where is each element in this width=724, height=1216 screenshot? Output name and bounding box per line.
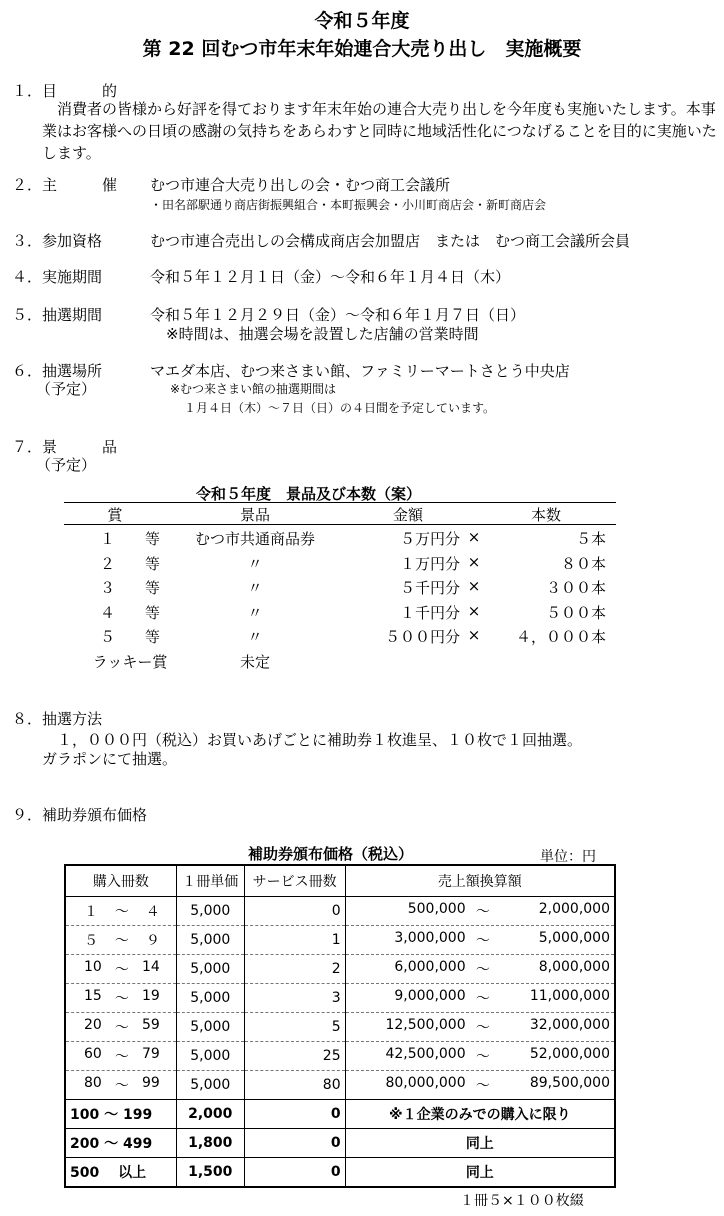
prize-cell-count: ５００本 bbox=[545, 603, 606, 622]
section-5-number: ５． bbox=[12, 306, 43, 324]
prize-cell-x: × bbox=[467, 528, 481, 546]
qty-to: ９ bbox=[145, 933, 160, 949]
qty-from: ５ bbox=[84, 933, 98, 949]
price-cell: 5,000 bbox=[176, 1013, 244, 1042]
qty-to: 14 bbox=[142, 959, 160, 975]
section-7-sub: （予定） bbox=[36, 456, 97, 474]
document-subtitle: 第 22 回むつ市年末年始連合大売り出し 実施概要 bbox=[142, 38, 582, 60]
sales-sep: ～ bbox=[475, 1020, 490, 1036]
price-cell: 2,000 bbox=[176, 1100, 244, 1129]
qty-sep: ～ bbox=[114, 904, 129, 920]
prize-cell-item: むつ市共通商品券 bbox=[194, 530, 315, 548]
service-cell: 0 bbox=[244, 1100, 345, 1129]
section-2-label: 主 催 bbox=[42, 176, 118, 194]
qty-from: 10 bbox=[84, 959, 102, 975]
table-row-special bbox=[65, 1129, 615, 1158]
header-sales: 売上額換算額 bbox=[345, 865, 615, 897]
prize-cell-amount: １千円分 bbox=[399, 603, 460, 622]
section-1-number: １． bbox=[12, 82, 43, 100]
service-cell: 5 bbox=[244, 1013, 345, 1042]
header-price: １冊単価 bbox=[176, 865, 244, 897]
table-row bbox=[65, 984, 615, 1013]
prize-header-0: 賞 bbox=[107, 506, 123, 524]
sales-to: 11,000,000 bbox=[529, 988, 610, 1004]
sales-to: 2,000,000 bbox=[538, 901, 610, 917]
service-cell: 25 bbox=[244, 1042, 345, 1071]
prize-cell-rank: ラッキー賞 bbox=[92, 652, 168, 671]
section-3-label: 参加資格 bbox=[42, 232, 103, 250]
section-5-value: 令和５年１２月２９日（金）～令和６年１月７日（日） bbox=[150, 306, 526, 324]
service-cell: 3 bbox=[244, 984, 345, 1013]
prize-cell-item: 未定 bbox=[239, 652, 270, 671]
prize-header-2: 金額 bbox=[392, 506, 423, 524]
sales-cell: 同上 bbox=[345, 1129, 615, 1158]
qty-cell bbox=[65, 984, 176, 1013]
service-cell: 0 bbox=[244, 1158, 345, 1188]
prize-cell-rank: １ 等 bbox=[99, 530, 160, 548]
sales-sep: ～ bbox=[475, 933, 490, 949]
voucher-table-header bbox=[65, 865, 615, 897]
price-cell: 5,000 bbox=[176, 984, 244, 1013]
qty-from: １ bbox=[84, 904, 98, 920]
sales-from: 80,000,000 bbox=[385, 1075, 466, 1091]
qty-from: 15 bbox=[84, 988, 102, 1004]
sales-from: 6,000,000 bbox=[394, 959, 466, 975]
sales-sep: ～ bbox=[475, 962, 490, 978]
qty-sep: ～ bbox=[114, 991, 129, 1007]
section-3-value: むつ市連合売出しの会構成商店会加盟店 または むつ商工会議所会員 bbox=[150, 232, 631, 250]
table-row bbox=[65, 897, 615, 926]
sales-sep: ～ bbox=[475, 1049, 490, 1065]
prize-cell-amount: ５万円分 bbox=[399, 530, 460, 548]
section-8-line1: １，０００円（税込）お買いあげごとに補助券１枚進呈、１０枚で１回抽選。 bbox=[42, 731, 583, 749]
prize-cell-count: ３００本 bbox=[545, 579, 606, 597]
service-cell: 1 bbox=[244, 926, 345, 955]
section-2-value: むつ市連合大売り出しの会・むつ商工会議所 bbox=[150, 176, 451, 194]
qty-cell bbox=[65, 955, 176, 984]
prize-cell-item: 〃 bbox=[247, 628, 263, 646]
prize-cell-rank: ４ 等 bbox=[99, 603, 160, 622]
prize-cell-amount: １万円分 bbox=[399, 554, 460, 573]
table-row bbox=[65, 1042, 615, 1071]
prize-cell-count: ８０本 bbox=[560, 554, 606, 573]
section-9-label: 補助券頒布価格 bbox=[42, 806, 148, 824]
sales-cell bbox=[345, 1042, 615, 1071]
prize-table-top-rule bbox=[64, 502, 616, 503]
qty-to: 79 bbox=[142, 1046, 160, 1062]
prize-cell-count: ５本 bbox=[575, 530, 606, 548]
service-cell: 0 bbox=[244, 1129, 345, 1158]
qty-from: 60 bbox=[84, 1046, 102, 1062]
sales-from: 42,500,000 bbox=[385, 1046, 466, 1062]
qty-sep: ～ bbox=[114, 1049, 129, 1065]
prize-cell-rank: ３ 等 bbox=[99, 579, 160, 597]
qty-to: 59 bbox=[142, 1017, 160, 1033]
sales-cell bbox=[345, 984, 615, 1013]
qty-sep: ～ bbox=[114, 933, 129, 949]
price-cell: 5,000 bbox=[176, 897, 244, 926]
section-6-sub: （予定） bbox=[36, 380, 97, 398]
prize-cell-count: ４，０００本 bbox=[515, 628, 606, 646]
qty-from: 20 bbox=[84, 1017, 102, 1033]
qty-sep: ～ bbox=[114, 1020, 129, 1036]
sales-to: 5,000,000 bbox=[538, 930, 610, 946]
price-cell: 5,000 bbox=[176, 955, 244, 984]
qty-cell bbox=[65, 1013, 176, 1042]
qty-sep: ～ bbox=[114, 962, 129, 978]
voucher-table bbox=[64, 864, 616, 1188]
qty-to: ４ bbox=[145, 904, 160, 920]
voucher-table-footer: １冊５×１００枚綴 bbox=[460, 1193, 584, 1209]
section-6-label: 抽選場所 bbox=[42, 362, 103, 380]
table-row-special bbox=[65, 1158, 615, 1188]
section-2-number: ２． bbox=[12, 176, 43, 194]
qty-cell: 200 ～ 499 bbox=[65, 1129, 176, 1158]
qty-cell bbox=[65, 897, 176, 926]
section-8-label: 抽選方法 bbox=[42, 710, 103, 728]
prize-header-1: 景品 bbox=[239, 506, 270, 524]
prize-header-3: 本数 bbox=[530, 506, 561, 524]
qty-cell: 100 ～ 199 bbox=[65, 1100, 176, 1129]
prize-cell-x: × bbox=[467, 577, 481, 595]
prize-cell-rank: ２ 等 bbox=[99, 554, 160, 573]
service-cell: 2 bbox=[244, 955, 345, 984]
sales-to: 32,000,000 bbox=[529, 1017, 610, 1033]
price-cell: 1,800 bbox=[176, 1129, 244, 1158]
voucher-table-unit: 単位：円 bbox=[540, 849, 596, 865]
sales-cell bbox=[345, 1071, 615, 1100]
sales-to: 89,500,000 bbox=[529, 1075, 610, 1091]
section-7-label: 景 品 bbox=[42, 438, 118, 456]
section-5-label: 抽選期間 bbox=[42, 306, 103, 324]
qty-cell bbox=[65, 926, 176, 955]
price-cell: 5,000 bbox=[176, 1071, 244, 1100]
sales-cell bbox=[345, 955, 615, 984]
prize-cell-amount: ５千円分 bbox=[399, 579, 460, 597]
section-7-number: ７． bbox=[12, 438, 43, 456]
prize-cell-amount: ５００円分 bbox=[384, 628, 460, 646]
sales-to: 52,000,000 bbox=[529, 1046, 610, 1062]
header-service: サービス冊数 bbox=[244, 865, 345, 897]
header-qty: 購入冊数 bbox=[65, 865, 176, 897]
voucher-table-title: 補助券頒布価格（税込） bbox=[248, 845, 414, 863]
section-8-line2: ガラポンにて抽選。 bbox=[42, 750, 178, 768]
qty-sep: ～ bbox=[114, 1078, 129, 1094]
section-3-number: ３． bbox=[12, 232, 43, 250]
table-row bbox=[65, 1013, 615, 1042]
section-8-number: ８． bbox=[12, 710, 43, 728]
sales-sep: ～ bbox=[475, 991, 490, 1007]
qty-to: 19 bbox=[142, 988, 160, 1004]
sales-sep: ～ bbox=[475, 1078, 490, 1094]
prize-cell-x: × bbox=[467, 552, 481, 571]
section-4-value: 令和５年１２月１日（金）～令和６年１月４日（木） bbox=[150, 268, 511, 286]
prize-cell-item: 〃 bbox=[247, 579, 263, 597]
section-9-number: ９． bbox=[12, 806, 43, 824]
section-2-note: ・田名部駅通り商店街振興組合・本町振興会・小川町商店会・新町商店会 bbox=[150, 198, 547, 212]
sales-cell bbox=[345, 1013, 615, 1042]
section-4-label: 実施期間 bbox=[42, 268, 103, 286]
sales-from: 3,000,000 bbox=[394, 930, 466, 946]
qty-cell bbox=[65, 1042, 176, 1071]
sales-cell: ※１企業のみでの購入に限り bbox=[345, 1100, 615, 1129]
prize-cell-item: 〃 bbox=[247, 554, 263, 573]
qty-cell bbox=[65, 1071, 176, 1100]
table-row bbox=[65, 1071, 615, 1100]
sales-cell bbox=[345, 897, 615, 926]
prize-cell-rank: ５ 等 bbox=[99, 628, 160, 646]
prize-table-title: 令和５年度 景品及び本数（案） bbox=[196, 485, 422, 503]
prize-cell-x: × bbox=[467, 601, 481, 620]
section-6-value: マエダ本店、むつ来さまい館、ファミリーマートさとう中央店 bbox=[150, 362, 570, 380]
price-cell: 5,000 bbox=[176, 926, 244, 955]
sales-from: 9,000,000 bbox=[394, 988, 466, 1004]
sales-cell: 同上 bbox=[345, 1158, 615, 1188]
section-4-number: ４． bbox=[12, 268, 43, 286]
sales-from: 500,000 bbox=[407, 901, 466, 917]
service-cell: 80 bbox=[244, 1071, 345, 1100]
section-6-note2: １月４日（木）～７日（日）の４日間を予定しています。 bbox=[184, 401, 496, 415]
prize-cell-item: 〃 bbox=[247, 603, 263, 622]
document-title: 令和５年度 bbox=[314, 10, 410, 32]
sales-from: 12,500,000 bbox=[385, 1017, 466, 1033]
prize-cell-x: × bbox=[467, 626, 481, 644]
sales-cell bbox=[345, 926, 615, 955]
section-6-number: ６． bbox=[12, 362, 43, 380]
qty-from: 80 bbox=[84, 1075, 102, 1091]
table-row-special bbox=[65, 1100, 615, 1129]
section-1-label: 目 的 bbox=[42, 82, 118, 100]
table-row bbox=[65, 955, 615, 984]
section-5-note: ※時間は、抽選会場を設置した店舗の営業時間 bbox=[166, 325, 479, 343]
qty-cell: 500 以上 bbox=[65, 1158, 176, 1188]
price-cell: 1,500 bbox=[176, 1158, 244, 1188]
section-1-body: 消費者の皆様から好評を得ております年末年始の連合大売り出しを今年度も実施いたします。本事業はお客様への日頃の感謝の気持ちをあらわすと同時に地域活性化につなげることを目的に実施いたします。 bbox=[42, 100, 717, 162]
sales-sep: ～ bbox=[475, 904, 490, 920]
section-6-note1: ※むつ来さまい館の抽選期間は bbox=[170, 382, 337, 396]
service-cell: 0 bbox=[244, 897, 345, 926]
qty-to: 99 bbox=[142, 1075, 160, 1091]
table-row bbox=[65, 926, 615, 955]
sales-to: 8,000,000 bbox=[538, 959, 610, 975]
price-cell: 5,000 bbox=[176, 1042, 244, 1071]
